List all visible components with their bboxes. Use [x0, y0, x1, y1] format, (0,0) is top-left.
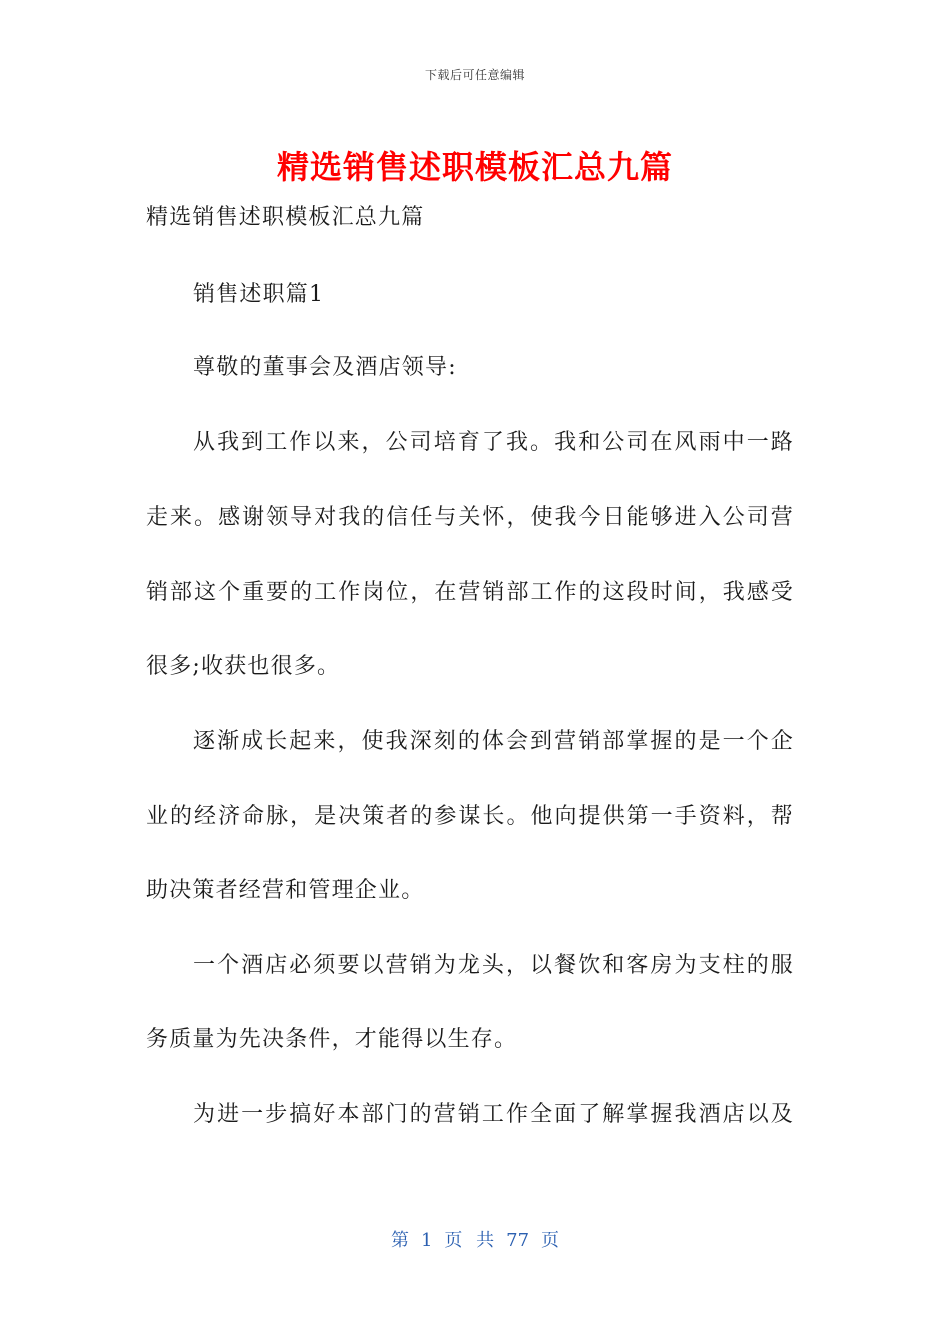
- section-heading: 销售述职篇1: [193, 282, 325, 307]
- paragraph-line: 为进一步搞好本部门的营销工作全面了解掌握我酒店以及: [193, 1102, 794, 1127]
- paragraph-line: 从我到工作以来，公司培育了我。我和公司在风雨中一路: [193, 430, 794, 455]
- footer-total-pages: 77: [506, 1230, 530, 1251]
- paragraph-line: 走来。感谢领导对我的信任与关怀，使我今日能够进入公司营: [146, 505, 794, 530]
- page-footer: [0, 1226, 950, 1252]
- paragraph-line: 一个酒店必须要以营销为龙头，以餐饮和客房为支柱的服: [193, 953, 794, 978]
- footer-mid: 页 共: [444, 1230, 495, 1251]
- paragraph-line: 业的经济命脉，是决策者的参谋长。他向提供第一手资料，帮: [146, 804, 794, 829]
- paragraph-line: 助决策者经营和管理企业。: [146, 878, 425, 903]
- document-title: 精选销售述职模板汇总九篇: [276, 148, 673, 186]
- salutation: 尊敬的董事会及酒店领导:: [193, 355, 457, 380]
- paragraph-line: 销部这个重要的工作岗位，在营销部工作的这段时间，我感受: [146, 580, 794, 605]
- header-note: 下载后可任意编辑: [424, 68, 525, 82]
- body-subtitle: 精选销售述职模板汇总九篇: [146, 205, 425, 230]
- paragraph-line: 逐渐成长起来，使我深刻的体会到营销部掌握的是一个企: [193, 729, 794, 754]
- footer-prefix: 第: [390, 1230, 409, 1251]
- paragraph-line: 很多;收获也很多。: [146, 654, 341, 679]
- footer-page-number: 1: [420, 1230, 433, 1251]
- footer-suffix: 页: [541, 1230, 560, 1251]
- paragraph-line: 务质量为先决条件，才能得以生存。: [146, 1027, 518, 1052]
